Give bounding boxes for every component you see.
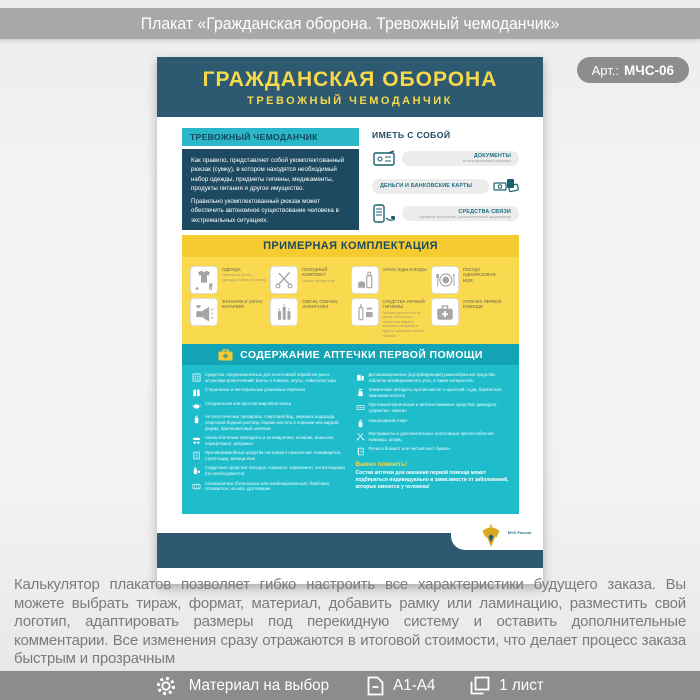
food-water-icon xyxy=(353,268,377,292)
kit-item-label: СРЕДСТВА ЛИЧНОЙ ГИГИЕНЫ xyxy=(382,299,425,310)
gear-icon xyxy=(155,675,177,697)
aid-item: Антисептические препараты: спиртовой йод, перекись водорода, спиртовой йодный раствор, борная кислота в порошке или жидкой форме, бриллиантовый зелёный xyxy=(192,414,346,431)
gloves-icon xyxy=(192,388,201,397)
kit-item-label: ФОНАРИК И ЗАПАС БАТАРЕЕК xyxy=(222,299,264,310)
tools-scissors-icon xyxy=(356,432,365,441)
kit-item-note: Зубная щетка и паста, мыло, полотенце, туалетная бумага, влажные салфетки и другие средства личной гигиены xyxy=(382,310,424,338)
carry-item-communication xyxy=(372,202,519,225)
mchs-emblem-icon xyxy=(481,523,501,549)
poster-subtitle: ТРЕВОЖНЫЙ ЧЕМОДАНЧИК xyxy=(247,94,453,107)
kit-item-dishes xyxy=(431,266,511,294)
carry-item-label: ДОКУМЕНТЫ xyxy=(473,153,511,160)
product-description: Калькулятор плакатов позволяет гибко настроить все характеристики будущего заказа. Вы можете выбрать тираж, формат, материал, добавить рамку или ламинацию, разместить свой логотип, адаптировать размеры под перекидную систему и оставить дополнительные комментарии. Все изменения сразу отражаются в итоговой стоимости, что делает процесс заказа быстрым и прозрачным xyxy=(14,576,686,668)
poster-title: ГРАЖДАНСКАЯ ОБОРОНА xyxy=(202,67,498,91)
ammonia-bottle-icon xyxy=(356,419,365,428)
info-format xyxy=(367,676,436,696)
kit-section xyxy=(182,235,519,344)
info-sheets xyxy=(470,676,545,695)
kit-item-label: ПОСУДА ОДНОРАЗОВАЯ, НОЖ xyxy=(462,267,497,283)
info-material xyxy=(155,675,333,697)
first-aid-section xyxy=(182,344,519,514)
kit-section-title: ПРИМЕРНАЯ КОМПЛЕКТАЦИЯ xyxy=(182,235,519,257)
poster-preview[interactable] xyxy=(157,57,543,584)
mask-icon xyxy=(192,402,201,411)
kit-item-label: СВЕЧИ, СПИЧКИ, ЗАЖИГАЛКА xyxy=(302,299,339,310)
first-aid-title: СОДЕРЖАНИЕ АПТЕЧКИ ПЕРВОЙ ПОМОЩИ xyxy=(240,348,483,361)
scissors-icon xyxy=(272,268,296,292)
kit-item-label: ПОХОДНЫЙ КОМПЛЕКТ xyxy=(302,267,328,278)
kit-item-candles xyxy=(270,298,350,338)
kit-item-first-aid xyxy=(431,298,511,338)
article-code: МЧС-06 xyxy=(624,62,674,78)
poster-footer-band xyxy=(157,533,543,568)
kit-item-camp-set xyxy=(270,266,350,294)
aid-item: Нашатырный спирт xyxy=(356,418,510,428)
kit-item-label: ОДЕЖДА xyxy=(222,267,241,272)
blister-icon xyxy=(192,482,201,491)
aid-item: Сердечные средства: валидол, корвалол, корвалмент, нитроглицерин (по необходимости) xyxy=(192,465,346,477)
hygiene-icon xyxy=(353,300,377,324)
kit-item-hygiene xyxy=(351,298,431,338)
document-icon xyxy=(367,676,384,696)
info-format-label: А1-А4 xyxy=(392,676,436,694)
bandage-icon xyxy=(192,373,201,382)
kit-item-food-water xyxy=(351,266,431,294)
kit-item-note: Ножик, иголки и пр. xyxy=(302,278,336,283)
phone-icon xyxy=(372,204,398,224)
poster-header xyxy=(157,57,543,117)
aid-item: Детоксикационные (адсорбирующие) разнообразные средства: таблетки активированного угля, а также энтеросгель xyxy=(356,372,510,384)
suitcase-text-panel xyxy=(182,149,359,230)
carry-section-title: ИМЕТЬ С СОБОЙ xyxy=(372,130,451,140)
aid-item: Ручка и блокнот или чистый лист бумаги xyxy=(356,446,510,456)
tablet-sheet-icon xyxy=(192,451,201,460)
carry-item-label: ДЕНЬГИ И БАНКОВСКИЕ КАРТЫ xyxy=(380,183,473,189)
kit-item-label: АПТЕЧКА ПЕРВОЙ ПОМОЩИ xyxy=(462,299,502,310)
flashlight-icon xyxy=(192,300,216,324)
antihistamine-icon xyxy=(356,403,365,412)
sorbent-icon xyxy=(356,373,365,382)
reminder-block xyxy=(356,461,510,491)
aid-item: Стерильные и нестерильные резиновые перчатки xyxy=(192,387,346,397)
info-sheets-label: 1 лист xyxy=(499,676,544,694)
page-title: Плакат «Гражданская оборона. Тревожный чемоданчик» xyxy=(140,13,560,33)
aid-item: Противомикробные средства системного назначения: левомицетин, стрептоцид, ампициллин xyxy=(192,450,346,462)
plate-icon xyxy=(433,268,457,292)
documents-icon xyxy=(372,149,398,167)
brand-label: МЧС России xyxy=(507,531,531,536)
poster-body xyxy=(157,117,543,514)
suitcase-paragraph-2: Правильно укомплектованный рюкзак может обеспечить автономное существование человека в экстремальных ситуациях. xyxy=(191,198,339,224)
aid-item: Инструменты и дополнительные неотложные приспособления: ножницы, шприц xyxy=(356,431,510,443)
carry-item-documents xyxy=(372,147,519,170)
aid-item: Средства, предназначенные для неотложной обработки ран и остановки кровотечений: бинты и повязки, жгуты, лейкопластыри xyxy=(192,372,346,384)
pills-icon xyxy=(192,436,201,445)
aid-item: Спазмолитики (безопасные или комбинированные): барбовал, спазмалгон, но-шпа, дротаверин xyxy=(192,481,346,493)
article-prefix: Арт.: xyxy=(591,62,619,78)
first-aid-kit-icon xyxy=(433,300,457,324)
reminder-title: Важно помнить! xyxy=(355,461,408,469)
heart-meds-icon xyxy=(192,466,201,475)
kit-item-note: Нательное белье, одежда и обувь по сезону xyxy=(222,273,267,282)
sheets-icon xyxy=(470,676,490,695)
suitcase-section-title: ТРЕВОЖНЫЙ ЧЕМОДАНЧИК xyxy=(182,128,359,146)
carry-section xyxy=(372,128,519,230)
carry-item-note: в непромокаемой упаковке xyxy=(463,159,511,164)
page-title-bar xyxy=(0,8,700,39)
kit-item-label: ЗАПАС ЕДЫ И ВОДЫ xyxy=(382,267,427,272)
reminder-text: Состав аптечки для оказания первой помощи может подбираться индивидуально в зависимости от заболеваний, которые имеются у человека! xyxy=(355,470,509,491)
info-bar xyxy=(0,671,700,700)
antidote-jar-icon xyxy=(356,388,365,397)
aid-item: Анальгетические препараты и антипиретики: аспирин, анальгин, парацетамол, цитрамон xyxy=(192,435,346,447)
carry-item-note: зарядное устройство, дополнительный аккумулятор xyxy=(419,214,511,219)
aid-case-icon xyxy=(218,349,233,361)
suitcase-section xyxy=(182,128,359,230)
carry-item-money xyxy=(372,175,519,198)
candles-icon xyxy=(272,300,296,324)
notebook-pen-icon xyxy=(356,447,365,456)
suitcase-paragraph-1: Как правило, представляет собой укомплектованный рюкзак (сумку), в котором находятся необходимый набор одежды, предметы гигиены, медикаменты, продукты питания и другое имущество. xyxy=(191,157,345,192)
kit-item-clothes xyxy=(190,266,270,294)
kit-item-flashlight xyxy=(190,298,270,338)
clothes-icon xyxy=(192,268,216,292)
antiseptic-bottle-icon xyxy=(192,415,201,424)
aid-item: Химические антидоты против кислот и щелочей: сода, борная или лимонная кислота xyxy=(356,387,510,399)
article-badge xyxy=(577,57,689,83)
info-material-label: Материал на выбор xyxy=(188,676,329,694)
aid-item: Противоаллергические и антигистаминные средства: димедрол, супрастин, тавегил xyxy=(356,402,510,414)
carry-item-label: СРЕДСТВА СВЯЗИ xyxy=(458,208,511,215)
money-cards-icon xyxy=(493,177,519,195)
aid-item: Специальная или простая марлевая маска xyxy=(192,401,346,411)
